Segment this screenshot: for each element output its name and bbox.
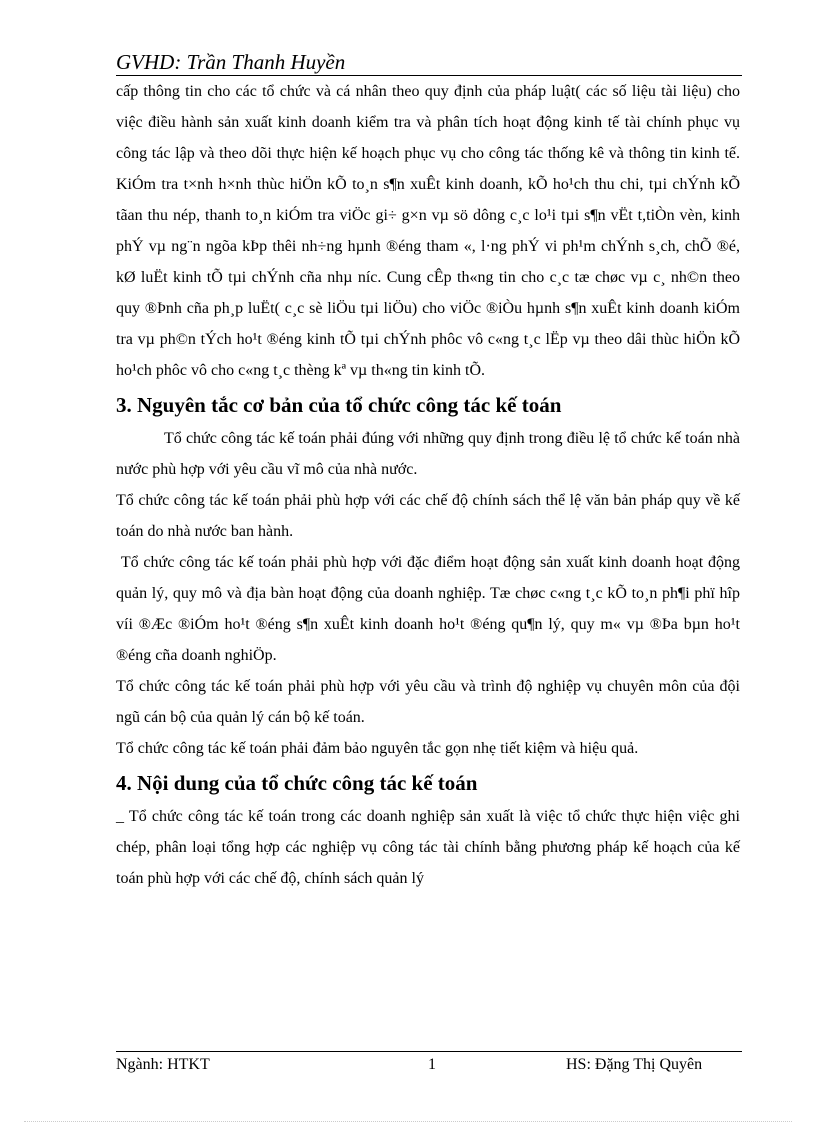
- paragraph-principle-4: Tổ chức công tác kế toán phải phù hợp với yêu cầu và trình độ nghiệp vụ chuyên môn của đội ngũ cán bộ của quản lý cán bộ kế toán.: [116, 678, 740, 726]
- section-heading-4: 4. Nội dung của tổ chức công tác kế toán: [116, 771, 478, 795]
- section-heading-3: 3. Nguyên tắc cơ bản của tổ chức công tác kế toán: [116, 393, 562, 417]
- paragraph-principle-5: Tổ chức công tác kế toán phải đảm bảo nguyên tắc gọn nhẹ tiết kiệm và hiệu quả.: [116, 740, 639, 757]
- paragraph-intro-text: cấp thông tin cho các tổ chức và cá nhân theo quy định của pháp luật( các số liệu tài liệu) cho việc điều hành sản xuất kinh doanh kiểm tra và phân tích hoạt động kinh tế tài chính phục vụ công tác lập và theo dõi thực hiện kế hoạch phục vụ cho công tác thống kê và thông tin kinh tế.: [116, 83, 740, 162]
- page-edge: [24, 1121, 792, 1122]
- paragraph-principle-2: Tổ chức công tác kế toán phải phù hợp với các chế độ chính sách thể lệ văn bản pháp quy về kế toán do nhà nước ban hành.: [116, 492, 740, 540]
- footer-student: HS: Đặng Thị Quyên: [566, 1056, 703, 1073]
- paragraph-principle-1: Tổ chức công tác kế toán phải đúng với những quy định trong điều lệ tổ chức kế toán nhà nước phù hợp với yêu cầu vĩ mô của nhà nước.: [116, 430, 740, 478]
- paragraph-intro: [116, 76, 740, 386]
- page-header-title: GVHD: Trần Thanh Huyền: [116, 50, 346, 74]
- paragraph-principle-3-text: Tổ chức công tác kế toán phải phù hợp với đặc điểm hoạt động sản xuất kinh doanh hoạt động quản lý, quy mô và địa bàn hoạt động của doanh nghiệp.: [116, 554, 741, 602]
- paragraph-principle-3: [116, 547, 740, 671]
- page-number: 1: [428, 1056, 436, 1073]
- footer-major: Ngành: HTKT: [116, 1056, 210, 1073]
- footer-rule: [116, 1051, 742, 1052]
- paragraph-content-1: _ Tổ chức công tác kế toán trong các doanh nghiệp sản xuất là việc tổ chức thực hiện việc ghi chép, phân loại tổng hợp các nghiệp vụ công tác tài chính bằng phương pháp kế hoạch của kế toán phù hợp với các chế độ, chính sách quản lý: [116, 808, 740, 887]
- document-body: [116, 76, 740, 894]
- paragraph-intro-garbled: KiÓm tra t×nh h×nh thùc hiÖn kÕ to¸n s¶n xuÊt kinh doanh, kÕ ho¹ch thu chi, tµi chÝnh kÕ tãan thu nép, thanh to¸n kiÓm tra viÖc gi÷ g×n vµ sö dông c¸c lo¹i tµi s¶n vËt t,tiÒn vèn, kinh phÝ vµ ng¨n ngõa kÞp thêi nh÷ng hµnh ®éng tham «, l·ng phÝ vi ph¹m chÝnh s¸ch, chÕ ®é, kØ luËt kinh tÕ tµi chÝnh cña nhµ níc. Cung cÊp th«ng tin cho c¸c tæ chøc vµ c¸ nh©n theo quy ®Þnh cña ph¸p luËt( c¸c sè liÖu tµi liÖu) cho viÖc ®iÒu hµnh s¶n xuÊt kinh doanh kiÓm tra vµ ph©n tÝch ho¹t ®éng kinh tÕ tµi chÝnh phôc vô c«ng t¸c lËp vµ theo dâi thùc hiÖn kÕ ho¹ch phôc vô cho c«ng t¸c thèng kª vµ th«ng tin kinh tÕ.: [116, 176, 740, 379]
- paragraph-principle-3-garbled: Tæ chøc c«ng t¸c kÕ to¸n ph¶i phï hîp víi ®Æc ®iÓm ho¹t ®éng s¶n xuÊt kinh doanh ho¹t ®éng qu¶n lý, quy m« vµ ®Þa bµn ho¹t ®éng cña doanh nghiÖp.: [116, 585, 740, 664]
